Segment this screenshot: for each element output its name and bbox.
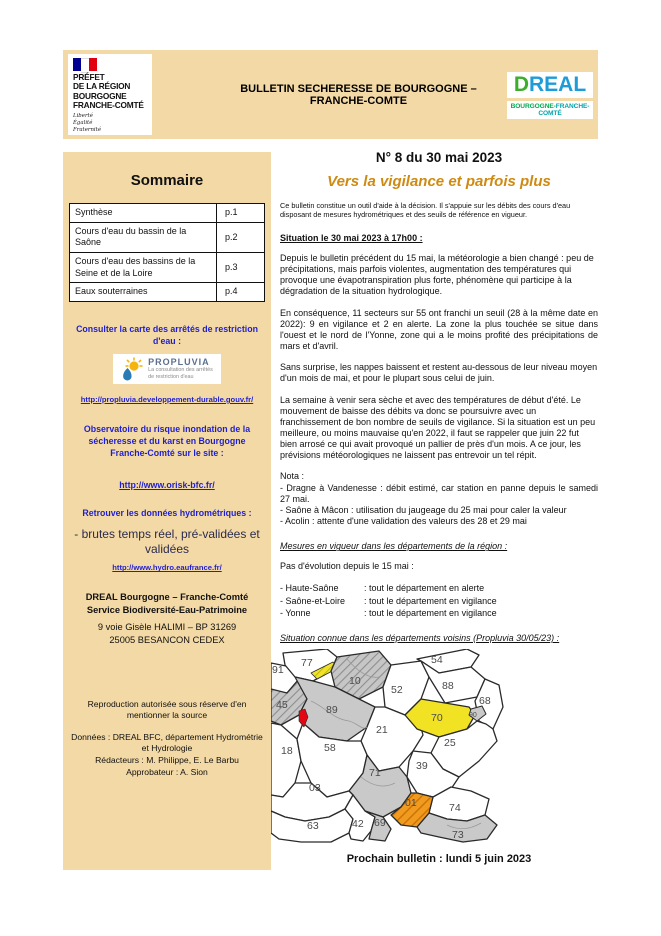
propluvia-tagline: de restriction d'eau: [148, 373, 194, 380]
prefet-logo-text: [73, 73, 147, 110]
toc-row: [70, 222, 265, 252]
dreal-logo-region: BOURGOGNE-FRANCHE-COMTÉ: [507, 101, 593, 119]
voisins-heading: Situation connue dans les départements voisins (Propluvia 30/05/23) :: [280, 632, 560, 643]
credits: [63, 732, 271, 778]
toc-row: [70, 283, 265, 302]
prefet-line: FRANCHE-COMTÉ: [73, 99, 144, 110]
paragraph-nappes: Sans surprise, les nappes baissent et restent au-dessous de leur niveau moyen d'un mois de mai, et pour le plupart sous celui de juin.: [280, 362, 598, 384]
nota-block: [280, 471, 598, 527]
orisk-heading: Observatoire du risque inondation de la sécheresse et du karst en Bourgogne Franche-Comté sur le site :: [83, 423, 251, 458]
org-service: Service Biodiversité-Eau-Patrimoine: [86, 604, 248, 615]
hydro-data-types: - brutes temps réel, pré-validées et validées: [74, 527, 260, 557]
credits-data: et Hydrologie: [141, 743, 193, 754]
department-63-label: 63: [307, 819, 319, 832]
propluvia-logo: [113, 354, 221, 384]
prefet-logo: [68, 54, 152, 135]
toc-page: p.3: [217, 253, 265, 283]
toc-page: p.2: [217, 222, 265, 252]
next-bulletin-note: Prochain bulletin : lundi 5 juin 2023: [346, 852, 532, 865]
paragraph-meteo: Depuis le bulletin précédent du 15 mai, la météorologie a bien changé : peu de précipitations, mais parfois violentes, augmentation des températures qui provoque une évapotranspiration plus forte, phénomène qui participe à la dégradation de la situation hydrologique.: [280, 252, 594, 297]
hydro-link[interactable]: http://www.hydro.eaufrance.fr/: [112, 563, 222, 573]
department-77-label: 77: [301, 656, 313, 669]
department-42-label: 42: [352, 817, 364, 830]
table-of-contents: [69, 203, 265, 302]
prefet-line: BOURGOGNE: [73, 90, 127, 101]
nota-item: - Saône à Mâcon : utilisation du jaugeage du 25 mai pour caler la valeur: [280, 504, 567, 515]
situation-heading: Situation le 30 mai 2023 à 17h00 :: [280, 232, 423, 243]
department-03-label: 03: [309, 781, 321, 794]
department-74-label: 74: [449, 801, 461, 814]
dreal-d: D: [513, 73, 529, 96]
propluvia-map: [271, 649, 598, 843]
department-18-label: 18: [281, 744, 293, 757]
credits-approbateur: Approbateur : A. Sion: [126, 766, 208, 777]
department-10-label: 10: [349, 674, 361, 687]
paragraph-previsions: La semaine à venir sera sèche et avec des températures de début d'été. Le mouvement de baisse des débits va donc se poursuivre avec un franchissement de bon nombre de seuils de vigilance. Si la situation est un peu meilleure, ou moins mauvaise qu'en 2022, il faut se rappeler que juin 22 fut bien arrosé ce qui avait provoqué un pallier de près d'un mois. A ce jour, les prévisions météorologiques ne laissent pas entrevoir un tel répit.: [280, 394, 596, 461]
toc-row: [70, 253, 265, 283]
nota-item: - Dragne à Vandenesse : débit estimé, car station en panne depuis le samedi 27 mai.: [280, 482, 598, 504]
nota-item: - Acolin : attente d'une validation des valeurs des 28 et 29 mai: [280, 516, 527, 527]
nota-title: Nota :: [280, 471, 305, 482]
prefet-line: PRÉFET: [73, 72, 105, 82]
department-70-label: 70: [431, 711, 443, 724]
propluvia-link[interactable]: http://propluvia.developpement-durable.gouv.fr/: [80, 394, 254, 404]
department-71-label: 71: [369, 766, 381, 779]
department-01-label: 01: [405, 796, 417, 809]
main-content: [272, 150, 598, 865]
department-69-label: 69: [374, 816, 386, 829]
motto-line: Liberté: [73, 113, 93, 120]
toc-label: Synthèse: [70, 204, 217, 223]
department-58-label: 58: [324, 741, 336, 754]
dreal-logo-name: [507, 72, 593, 98]
orisk-link[interactable]: http://www.orisk-bfc.fr/: [119, 479, 215, 490]
header-band: [63, 50, 598, 139]
department-52-label: 52: [391, 683, 403, 696]
bulletin-number-title: N° 8 du 30 mai 2023: [375, 150, 503, 165]
department-88-label: 88: [442, 679, 454, 692]
motto-line: Fraternité: [73, 126, 102, 133]
bulletin-title: BULLETIN SECHERESSE DE BOURGOGNE – FRANCHE-COMTE: [240, 82, 477, 107]
restriction-heading: Consulter la carte des arrêtés de restriction d'eau :: [76, 324, 258, 346]
sidebar: [63, 152, 271, 870]
dreal-real: REAL: [529, 73, 587, 96]
org-name: DREAL Bourgogne – Franche-Comté: [85, 592, 249, 603]
credits-redacteurs: Rédacteurs : M. Philippe, E. Le Barbu: [95, 754, 239, 765]
propluvia-tagline: La consultation des arrêtés: [148, 366, 213, 373]
hydro-heading: Retrouver les données hydrométriques :: [82, 507, 252, 518]
french-flag-icon: [73, 58, 97, 71]
departments-map: [271, 649, 591, 843]
no-evolution-note: Pas d'évolution depuis le 15 mai :: [280, 561, 414, 572]
prefet-motto: [73, 113, 147, 133]
department-39-label: 39: [416, 759, 428, 772]
org-address-line: 25005 BESANCON CEDEX: [109, 635, 225, 646]
toc-label: Cours d'eau des bassins de la Seine et de la Loire: [70, 253, 217, 283]
department-89-label: 89: [326, 703, 338, 716]
toc-page: p.1: [217, 204, 265, 223]
toc-label: Cours d'eau du bassin de la Saône: [70, 222, 217, 252]
prefet-line: DE LA RÉGION: [73, 81, 131, 92]
sommaire-title: Sommaire: [130, 172, 204, 189]
propluvia-icon: [121, 357, 143, 381]
paragraph-seuils: En conséquence, 11 secteurs sur 55 ont franchi un seuil (28 à la même date en 2022): 9 en vigilance et 2 en alerte. La zone la plus touchée se situe dans l'ouest et le nord de l'Yonne, zone qui a le moins profité des précipitations de mars et d'avril.: [280, 307, 598, 352]
department-73-label: 73: [452, 828, 464, 841]
department-21-label: 21: [376, 723, 388, 736]
department-measures-list: [280, 582, 598, 618]
department-measure-row: - Yonne : tout le département en vigilance: [280, 607, 497, 618]
motto-line: Égalité: [73, 119, 93, 126]
department-25-label: 25: [444, 736, 456, 749]
org-address-line: 9 voie Gisèle HALIMI – BP 31269: [97, 622, 237, 633]
department-measure-row: - Haute-Saône : tout le département en alerte: [280, 583, 485, 594]
toc-row: [70, 204, 265, 223]
toc-label: Eaux souterraines: [70, 283, 217, 302]
bulletin-subtitle: Vers la vigilance et parfois plus: [327, 173, 551, 190]
department-90-label: 90: [469, 711, 477, 719]
credits-data: Données : DREAL BFC, département Hydrométrie: [71, 731, 263, 742]
department-45-label: 45: [276, 698, 288, 711]
department-68-label: 68: [479, 694, 491, 707]
toc-page: p.4: [217, 283, 265, 302]
propluvia-name: PROPLUVIA: [148, 356, 210, 367]
intro-note: Ce bulletin constitue un outil d'aide à la décision. Il s'appuie sur les débits des cours d'eau disposant de mesures hydrométriques et des seuils de référence en vigueur.: [280, 201, 571, 220]
mesures-heading: Mesures en vigueur dans les départements de la région :: [280, 541, 508, 552]
department-91-label: 91: [272, 663, 284, 676]
department-measure-row: - Saône-et-Loire : tout le département en vigilance: [280, 595, 497, 606]
department-54-label: 54: [431, 653, 443, 666]
dreal-logo: [507, 72, 593, 119]
reproduction-note: Reproduction autorisée sous réserve d'en mentionner la source: [87, 698, 247, 721]
